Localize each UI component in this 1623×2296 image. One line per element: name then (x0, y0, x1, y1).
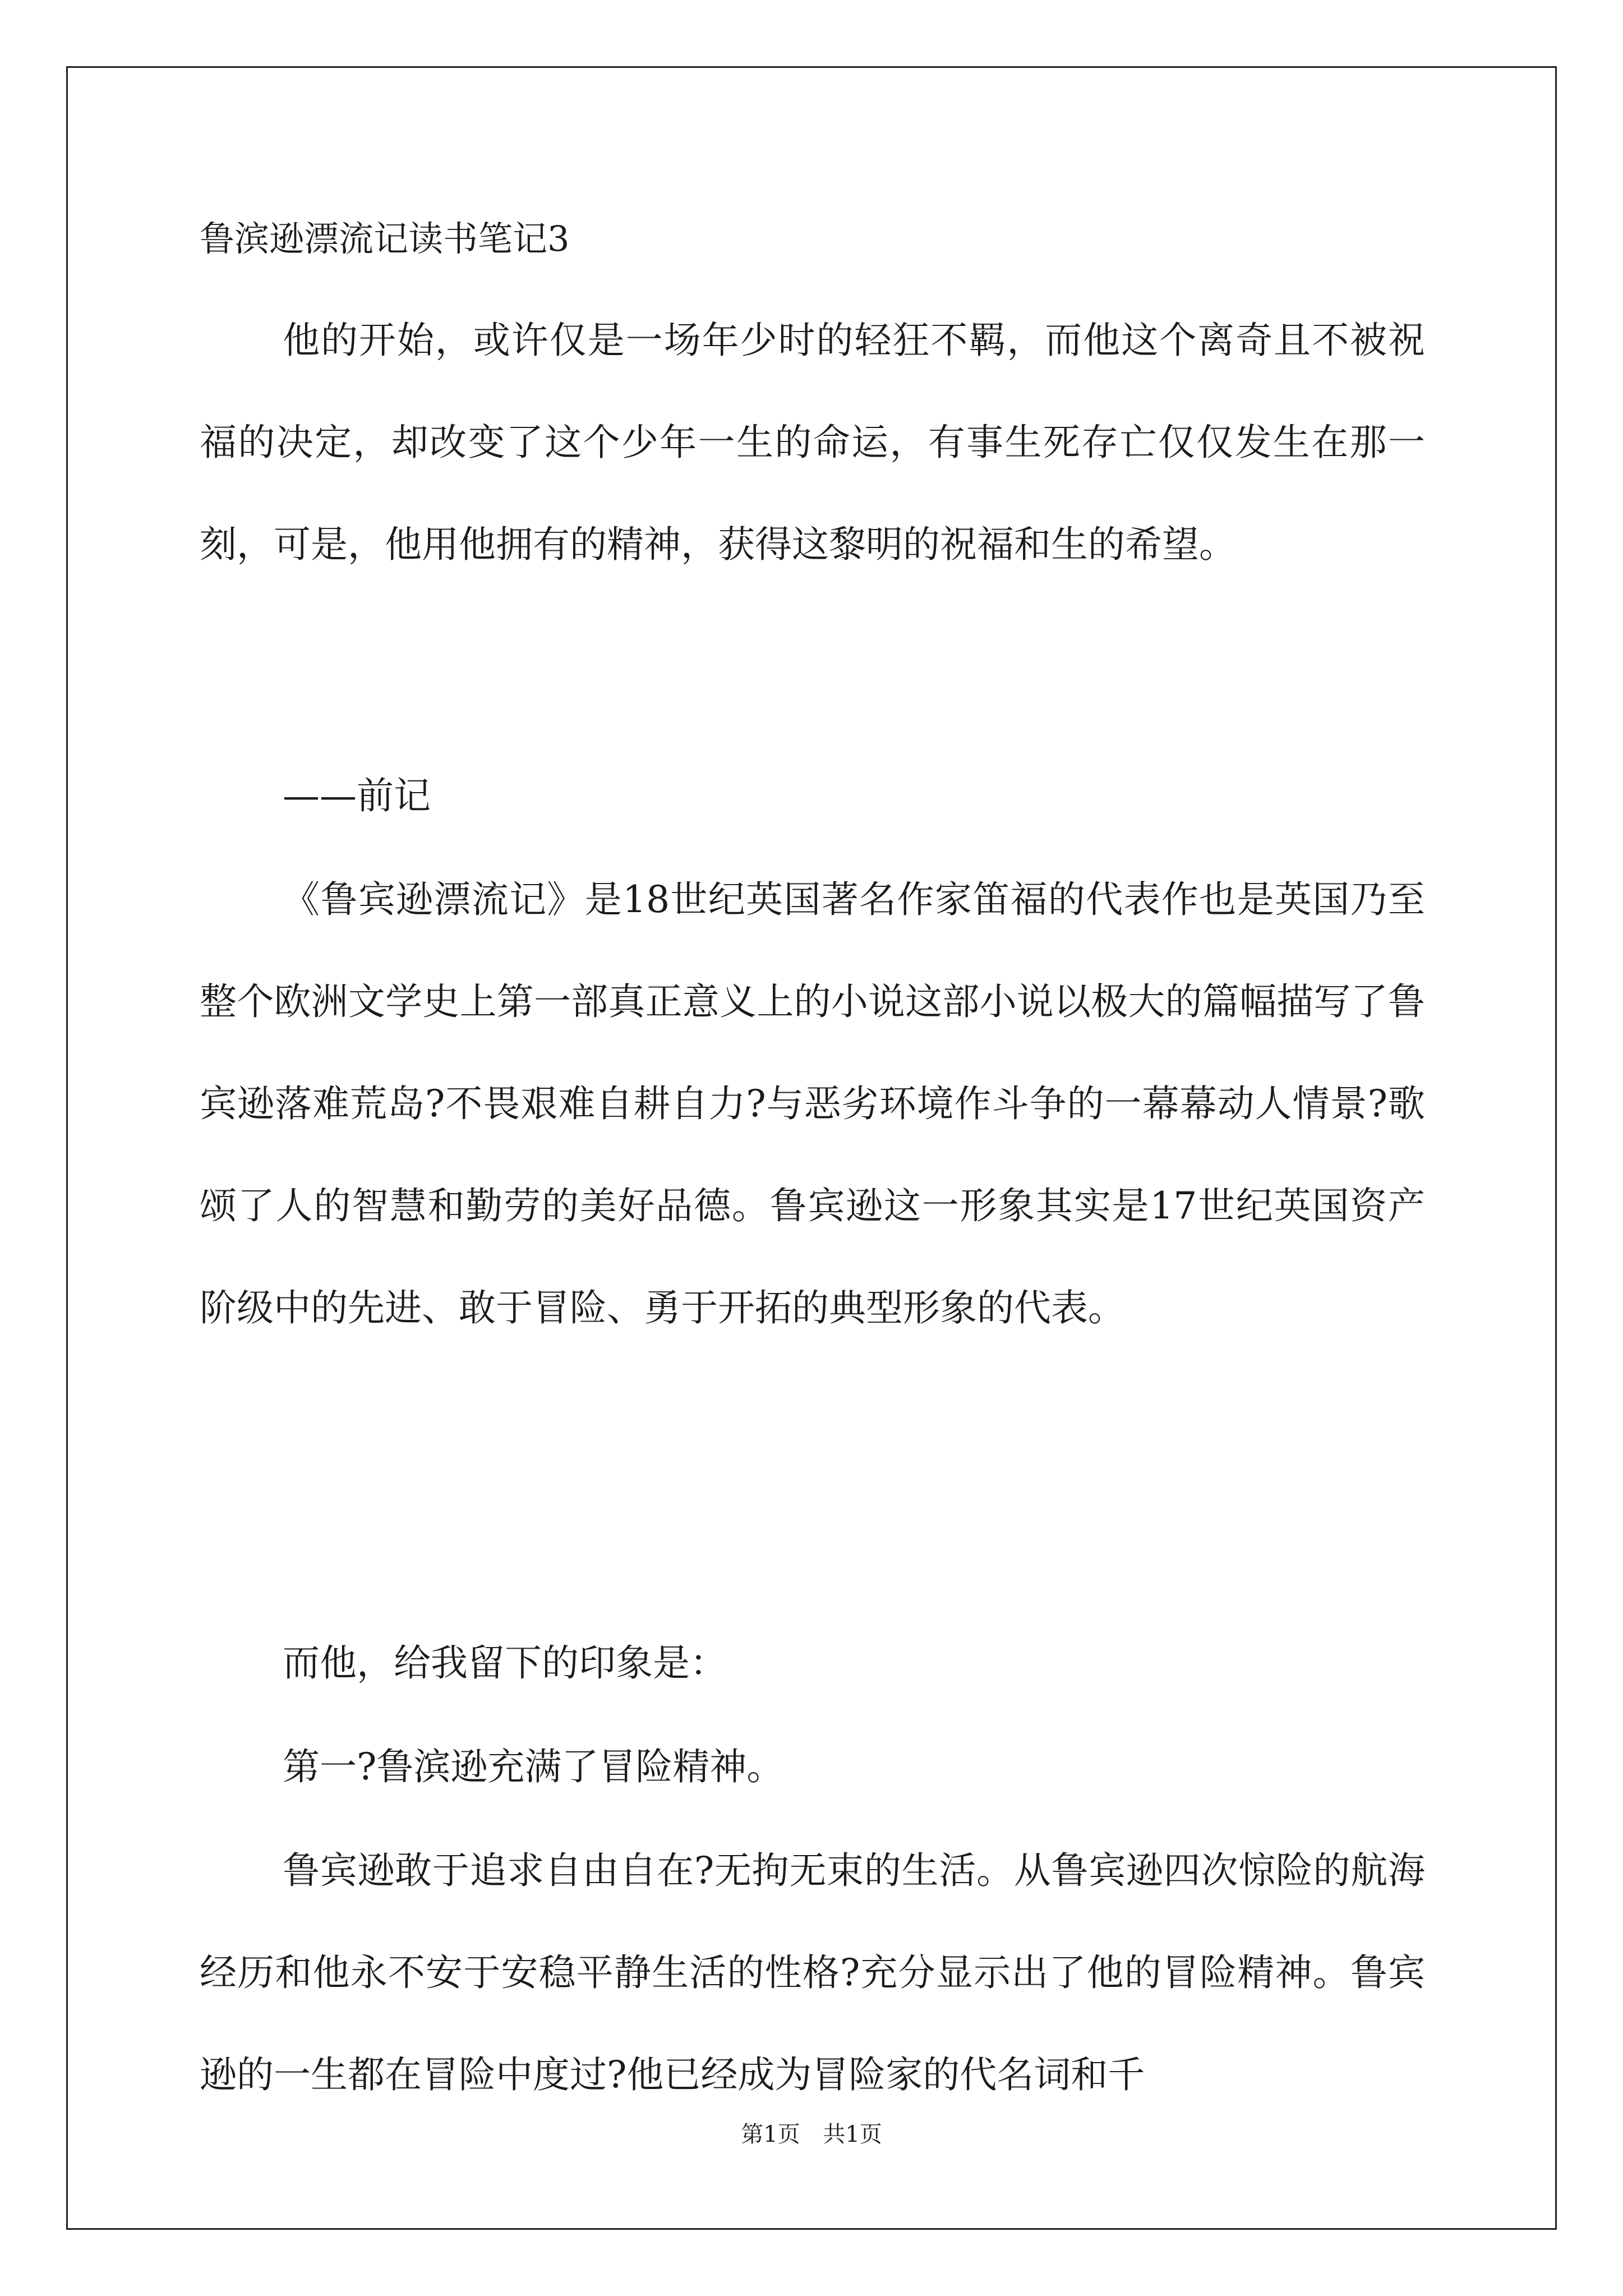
paragraph-intro: 他的开始，或许仅是一场年少时的轻狂不羁，而他这个离奇且不被祝福的决定，却改变了这个少年一生的命运，有事生死存亡仅仅发生在那一刻，可是，他用他拥有的精神，获得这黎明的祝福和生的希望。 (200, 319, 1425, 566)
total-pages: 共1页 (823, 2122, 882, 2147)
page-number: 第1页 (741, 2122, 800, 2147)
paragraph-point-one: 第一?鲁滨逊充满了冒险精神。 (283, 1745, 784, 1788)
paragraph-adventure-spirit: 鲁宾逊敢于追求自由自在?无拘无束的生活。从鲁宾逊四次惊险的航海经历和他永不安于安稳平静生活的性格?充分显示出了他的冒险精神。鲁宾逊的一生都在冒险中度过?他已经成为冒险家的代名词和千 (200, 1849, 1425, 2096)
paragraph-book-summary: 《鲁宾逊漂流记》是18世纪英国著名作家笛福的代表作也是英国乃至整个欧洲文学史上第一部真正意义上的小说这部小说以极大的篇幅描写了鲁宾逊落难荒岛?不畏艰难自耕自力?与恶劣环境作斗争的一幕幕动人情景?歌颂了人的智慧和勤劳的美好品德。鲁宾逊这一形象其实是17世纪英国资产阶级中的先进、敢于冒险、勇于开拓的典型形象的代表。 (200, 878, 1425, 1329)
paragraph-foreword-label: ——前记 (283, 774, 431, 817)
page-footer (0, 2123, 1623, 2146)
document-title: 鲁滨逊漂流记读书笔记3 (200, 218, 570, 259)
paragraph-impression: 而他，给我留下的印象是： (283, 1641, 727, 1685)
